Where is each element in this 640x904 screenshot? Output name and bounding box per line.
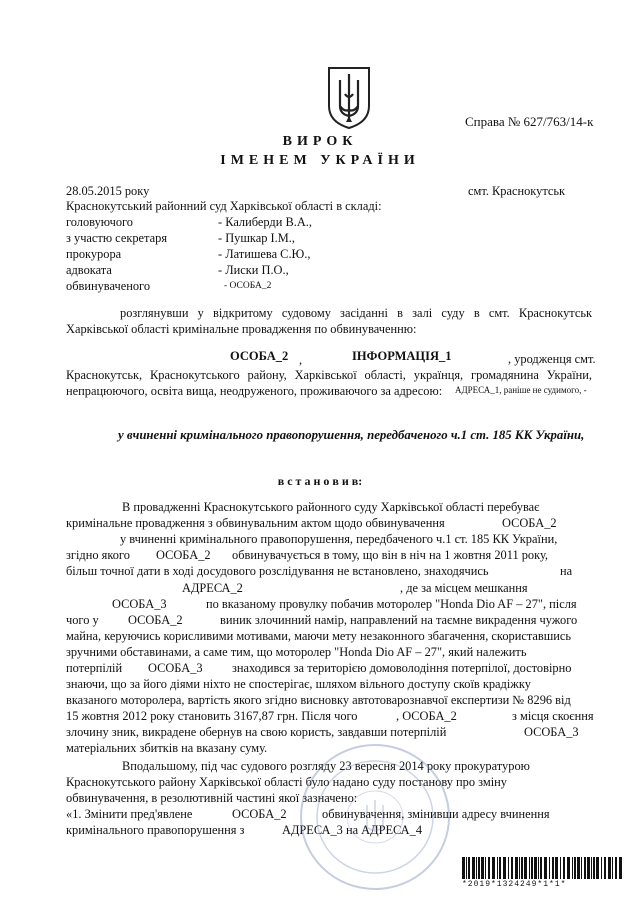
court-seal-stamp [298,742,452,892]
person-mention: , ОСОБА_2 [396,709,457,723]
body-line: вказаного моторолера, вартість якого згідно висновку автотоварознавчої експертизи № 8296 від [66,693,571,707]
body-line: на [560,564,573,578]
role-label: прокурора [66,247,122,261]
body-line: по вказаному провулку побачив моторолер "Honda Dio AF – 27", після [206,597,577,611]
body-line: обвинувачення, в резолютивній частині якої зазначено: [66,791,358,805]
barcode-number: *2019*1324249*1*1* [462,880,567,889]
role-label: адвоката [66,263,112,277]
body-line: В провадженні Краснокутського районного суду Харківської області перебуває [122,500,540,514]
role-person: - ОСОБА_2 [224,281,272,291]
person-mention: ОСОБА_2 [232,807,287,821]
body-line: Краснокутського району Харківської області було надано суду постанову про зміну [66,775,507,789]
person-mention: ОСОБА_3 [112,597,167,611]
body-line: більш точної дати в ході досудового розслідування не встановлено, знаходячись [66,564,489,578]
role-label: головуючого [66,215,133,229]
body-line: майна, керуючись корисливими мотивами, маючи мету незаконного збагачення, скориставшись [66,629,572,643]
body-line: «1. Змінити пред'явлене [66,807,193,821]
person-mention: ОСОБА_2 [128,613,183,627]
role-person: - Лиски П.О., [218,263,289,277]
body-line: злочину зник, викрадене обернув на свою користь, завдавши потерпілій [66,725,447,739]
intro-line: розглянувши у відкритому судовому засіданні в залі суду в смт. Краснокутськ [120,306,592,320]
role-person: - Калиберди В.А., [218,215,312,229]
person-mention: ОСОБА_3 [524,725,579,739]
verdict-place: смт. Краснокутськ [468,184,566,198]
body-line: матеріальних збитків на вказану суму. [66,741,268,755]
accused-details: непрацюючого, освіта вища, неодруженого, проживаючого за адресою: [66,384,443,398]
body-line: , де за місцем мешкання [400,581,528,595]
body-line: кримінального правопорушення з [66,823,245,837]
body-line: з місця скоєння [512,709,594,723]
document-title: ВИРОК [282,134,358,149]
body-line: кримінальне провадження з обвинувальним актом щодо обвинувачення [66,516,445,530]
person-mention: ОСОБА_2 [502,516,557,530]
case-number: Справа № 627/763/14-к [465,114,594,129]
barcode [462,857,622,879]
address-mention: АДРЕСА_3 на АДРЕСА_4 [282,823,423,837]
body-line: чого у [66,613,99,627]
accused-info: ІНФОРМАЦІЯ_1 [352,349,452,363]
body-line: обвинувачується в тому, що він в ніч на 1 жовтня 2011 року, [232,548,549,562]
body-line: обвинувачення, змінивши адресу вчинення [322,807,550,821]
role-label: з участю секретаря [66,231,168,245]
charge-statement: у вчиненні кримінального правопорушення, передбаченого ч.1 ст. 185 КК України, [118,428,585,442]
coat-of-arms-icon [326,66,372,130]
body-line: Вподальшому, під час судового розгляду 23 вересня 2014 року прокуратурою [122,759,530,773]
body-line: 15 жовтня 2012 року становить 3167,87 грн. Після чого [66,709,358,723]
person-mention: ОСОБА_2 [156,548,211,562]
person-mention: ОСОБА_3 [148,661,203,675]
body-line: згідно якого [66,548,130,562]
body-line: у вчиненні кримінального правопорушення, передбаченого ч.1 ст. 185 КК України, [120,532,558,546]
verdict-date: 28.05.2015 року [66,184,150,198]
accused-comma: , [299,353,303,367]
address-mention: АДРЕСА_2 [182,581,243,595]
body-line: виник злочинний намір, направлений на таємне викрадення чужого [220,613,578,627]
body-line: зручними обставинами, а саме тим, що моторолер "Honda Dio AF – 27", який належить [66,645,527,659]
accused-name: ОСОБА_2 [230,349,289,363]
body-line: знаходився за територією домоволодіння потерпілої, достовірно [232,661,572,675]
body-line: потерпілій [66,661,123,675]
role-person: - Пушкар І.М., [218,231,295,245]
document-subtitle: ІМЕНЕМ УКРАЇНИ [220,153,420,168]
accused-details: Краснокутськ, Краснокутського району, Харківської області, українця, громадянина України, [66,368,592,382]
section-heading: в с т а н о в и в: [277,474,363,488]
accused-birthplace: , уродженця смт. [508,352,596,366]
accused-address: АДРЕСА_1, раніше не судимого, - [455,385,587,395]
court-name: Краснокутський районний суд Харківської області в складі: [66,199,382,213]
body-line: знаючи, що за його діями ніхто не спостерігає, шляхом вільного доступу скоїв крадіжку [66,677,531,691]
role-label: обвинуваченого [66,279,151,293]
role-person: - Латишева С.Ю., [218,247,311,261]
intro-line: Харківської області кримінальне провадження по обвинуваченню: [66,322,417,336]
